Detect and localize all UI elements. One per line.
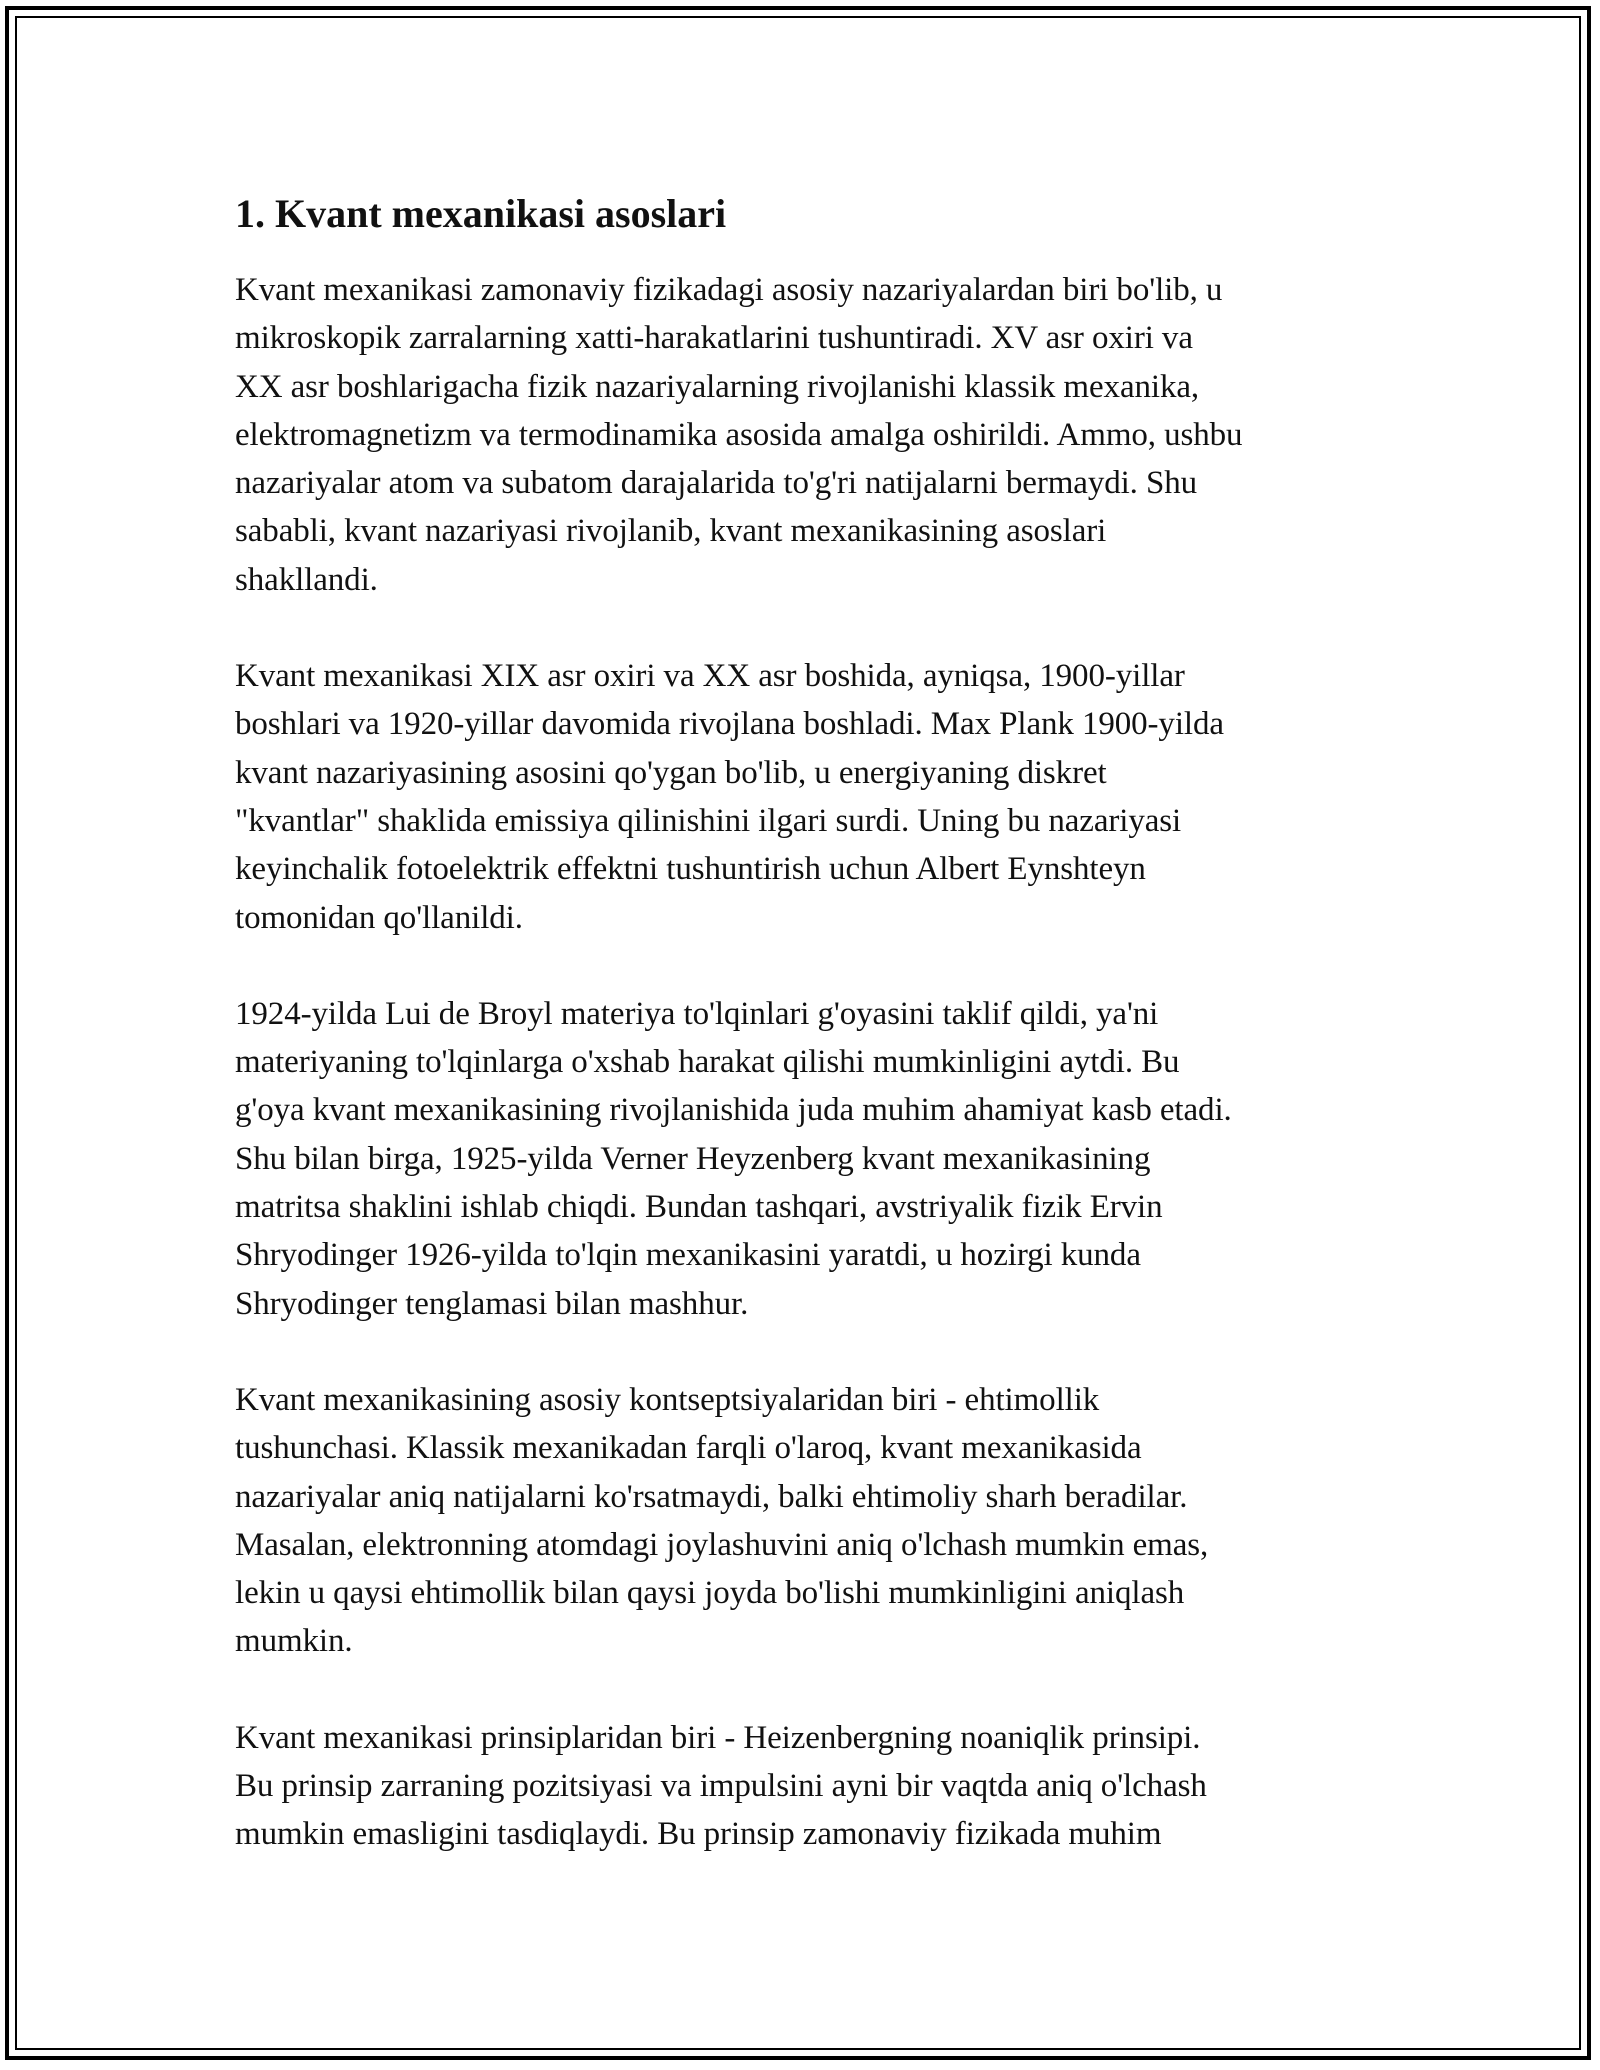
paragraph-line: Kvant mexanikasi zamonaviy fizikadagi asosiy nazariyalardan biri bo'lib, u bbox=[235, 272, 1223, 308]
paragraph-line: Shryodinger 1926-yilda to'lqin mexanikasini yaratdi, u hozirgi kunda bbox=[235, 1237, 1141, 1274]
paragraph-line: Kvant mexanikasining asosiy kontseptsiyalaridan biri - ehtimollik bbox=[235, 1381, 1100, 1418]
paragraph-line: tomonidan qo'llanildi. bbox=[235, 899, 523, 936]
paragraph-1 bbox=[235, 266, 1385, 604]
paragraph-line: Kvant mexanikasi prinsiplaridan biri - Heizenbergning noaniqlik prinsipi. bbox=[235, 1719, 1201, 1756]
paragraph-2 bbox=[235, 652, 1385, 942]
section-heading: 1. Kvant mexanikasi asoslari bbox=[235, 191, 727, 236]
paragraph-line: Bu prinsip zarraning pozitsiyasi va impulsini ayni bir vaqtda aniq o'lchash bbox=[235, 1768, 1207, 1805]
paragraph-line: kvant nazariyasining asosini qo'ygan bo'lib, u energiyaning diskret bbox=[235, 754, 1107, 791]
paragraph-line: "kvantlar" shaklida emissiya qilinishini ilgari surdi. Uning bu nazariyasi bbox=[235, 802, 1182, 839]
paragraph-line: elektromagnetizm va termodinamika asosida amalga oshirildi. Ammo, ushbu bbox=[235, 416, 1243, 453]
paragraph-container bbox=[235, 266, 1385, 1859]
paragraph-3 bbox=[235, 990, 1385, 1328]
paragraph-line: mumkin. bbox=[235, 1623, 353, 1660]
paragraph-line: mumkin emasligini tasdiqlaydi. Bu prinsip zamonaviy fizikada muhim bbox=[235, 1816, 1162, 1853]
paragraph-5 bbox=[235, 1714, 1385, 1859]
paragraph-line: XX asr boshlarigacha fizik nazariyalarning rivojlanishi klassik mexanika, bbox=[235, 368, 1200, 405]
paragraph-line: sababli, kvant nazariyasi rivojlanib, kvant mexanikasining asoslari bbox=[235, 513, 1107, 550]
paragraph-line: 1924-yilda Lui de Broyl materiya to'lqinlari g'oyasini taklif qildi, ya'ni bbox=[235, 995, 1159, 1032]
paragraph-line: matritsa shaklini ishlab chiqdi. Bundan tashqari, avstriyalik fizik Ervin bbox=[235, 1189, 1163, 1226]
paragraph-line: lekin u qaysi ehtimollik bilan qaysi joyda bo'lishi mumkinligini aniqlash bbox=[235, 1575, 1185, 1612]
paragraph-line: nazariyalar aniq natijalarni ko'rsatmaydi, balki ehtimoliy sharh beradilar. bbox=[235, 1478, 1188, 1515]
paragraph-line: g'oya kvant mexanikasining rivojlanishida juda muhim ahamiyat kasb etadi. bbox=[235, 1092, 1232, 1129]
paragraph-line: Shu bilan birga, 1925-yilda Verner Heyzenberg kvant mexanikasining bbox=[235, 1140, 1151, 1177]
paragraph-line: Shryodinger tenglamasi bilan mashhur. bbox=[235, 1285, 749, 1322]
paragraph-line: materiyaning to'lqinlarga o'xshab harakat qilishi mumkinligini aytdi. Bu bbox=[235, 1044, 1180, 1081]
paragraph-line: Kvant mexanikasi XIX asr oxiri va XX asr boshida, ayniqsa, 1900-yillar bbox=[235, 658, 1185, 695]
paragraph-line: nazariyalar atom va subatom darajalarida to'g'ri natijalarni bermaydi. Shu bbox=[235, 465, 1198, 502]
paragraph-line: boshlari va 1920-yillar davomida rivojlana boshladi. Max Plank 1900-yilda bbox=[235, 706, 1224, 743]
paragraph-line: Masalan, elektronning atomdagi joylashuvini aniq o'lchash mumkin emas, bbox=[235, 1526, 1209, 1563]
paragraph-line: shakllandi. bbox=[235, 561, 378, 598]
paragraph-line: tushunchasi. Klassik mexanikadan farqli o'laroq, kvant mexanikasida bbox=[235, 1430, 1142, 1467]
paragraph-line: keyinchalik fotoelektrik effektni tushuntirish uchun Albert Eynshteyn bbox=[235, 851, 1146, 888]
paragraph-line: mikroskopik zarralarning xatti-harakatlarini tushuntiradi. XV asr oxiri va bbox=[235, 320, 1193, 357]
paragraph-4 bbox=[235, 1376, 1385, 1666]
document-body bbox=[235, 186, 1385, 1907]
